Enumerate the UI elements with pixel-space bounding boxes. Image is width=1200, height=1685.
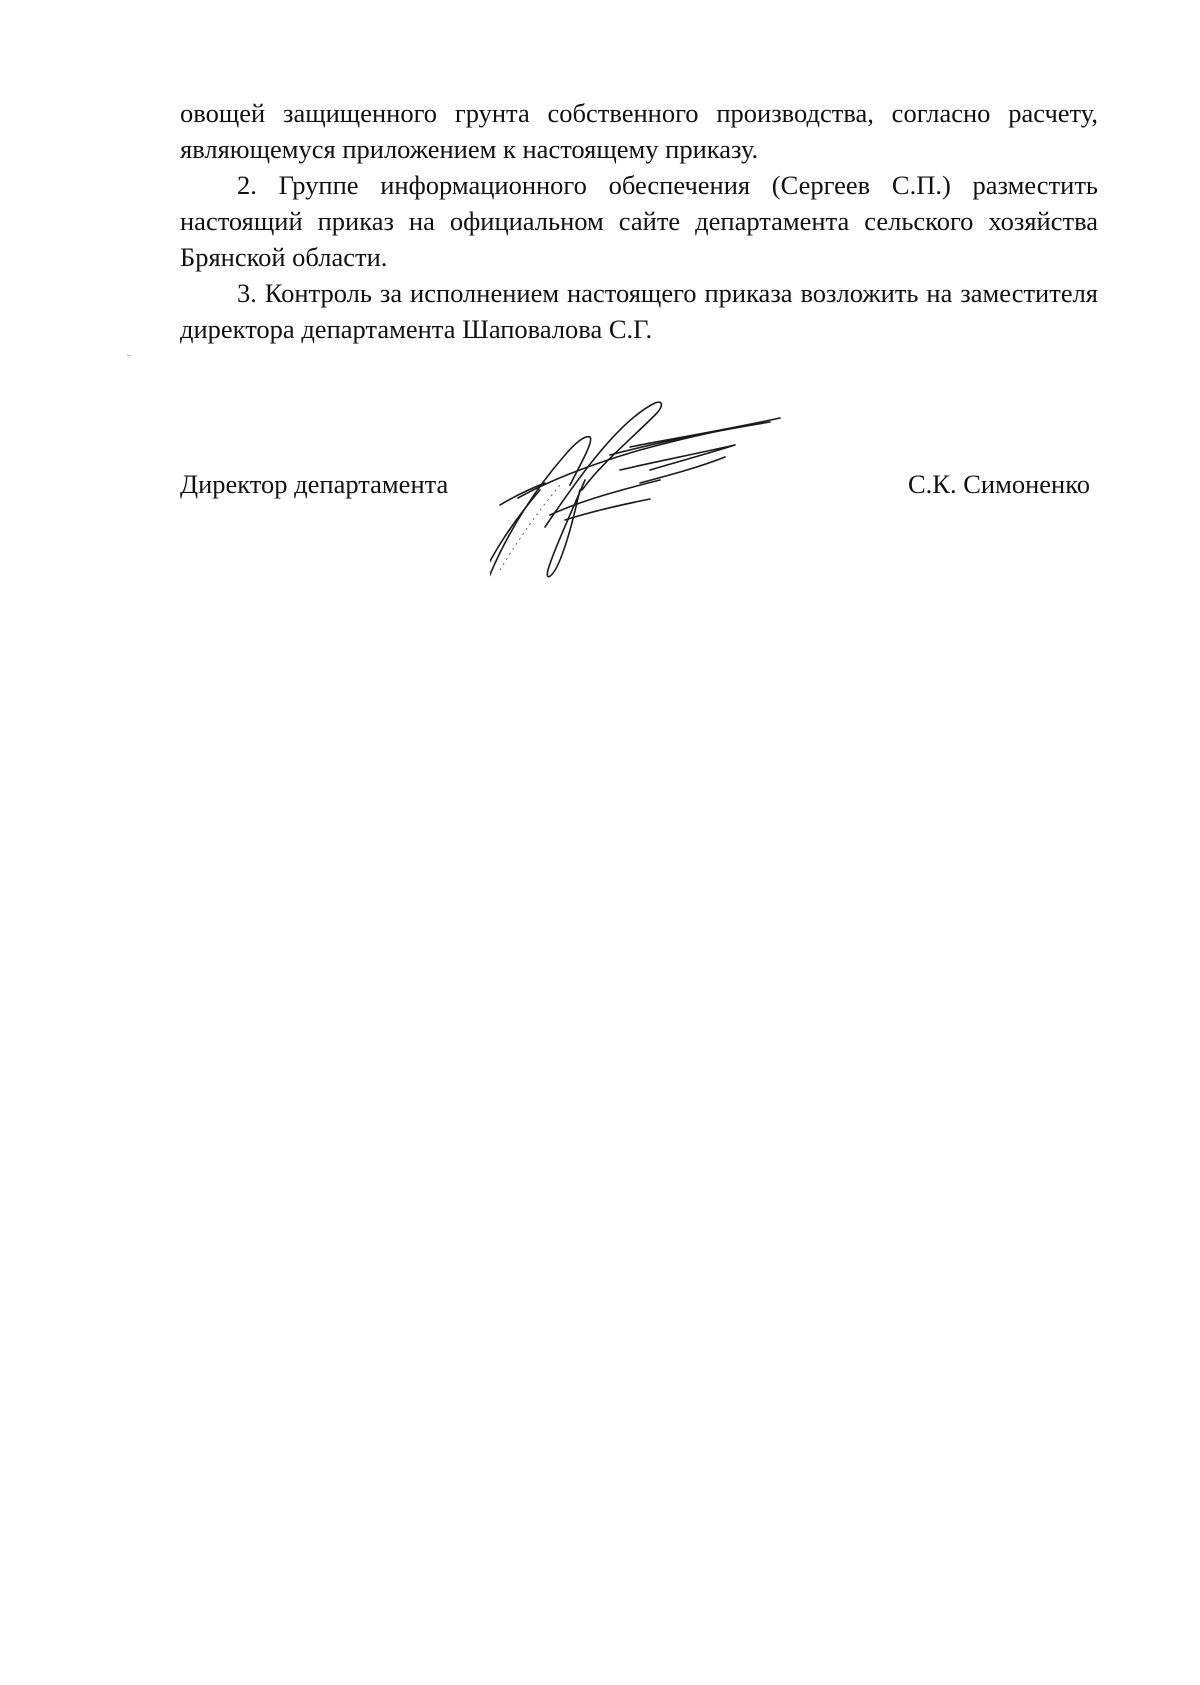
order-body-text (180, 95, 1098, 347)
scan-artifact-mark (127, 355, 131, 356)
paragraph-continuation: овощей защищенного грунта собственного производства, согласно расчету, являющемуся приложением к настоящему приказу. (180, 98, 1098, 164)
paragraph-item-2: 2. Группе информационного обеспечения (Сергеев С.П.) разместить настоящий приказ на официальном сайте департамента сельского хозяйства Брянской области. (180, 170, 1098, 272)
signatory-position: Директор департамента (180, 469, 449, 499)
signatory-name: С.К. Симоненко (907, 469, 1090, 499)
paragraph-item-3: 3. Контроль за исполнением настоящего приказа возложить на заместителя директора департамента Шаповалова С.Г. (180, 278, 1098, 344)
handwritten-signature-icon (490, 395, 840, 605)
